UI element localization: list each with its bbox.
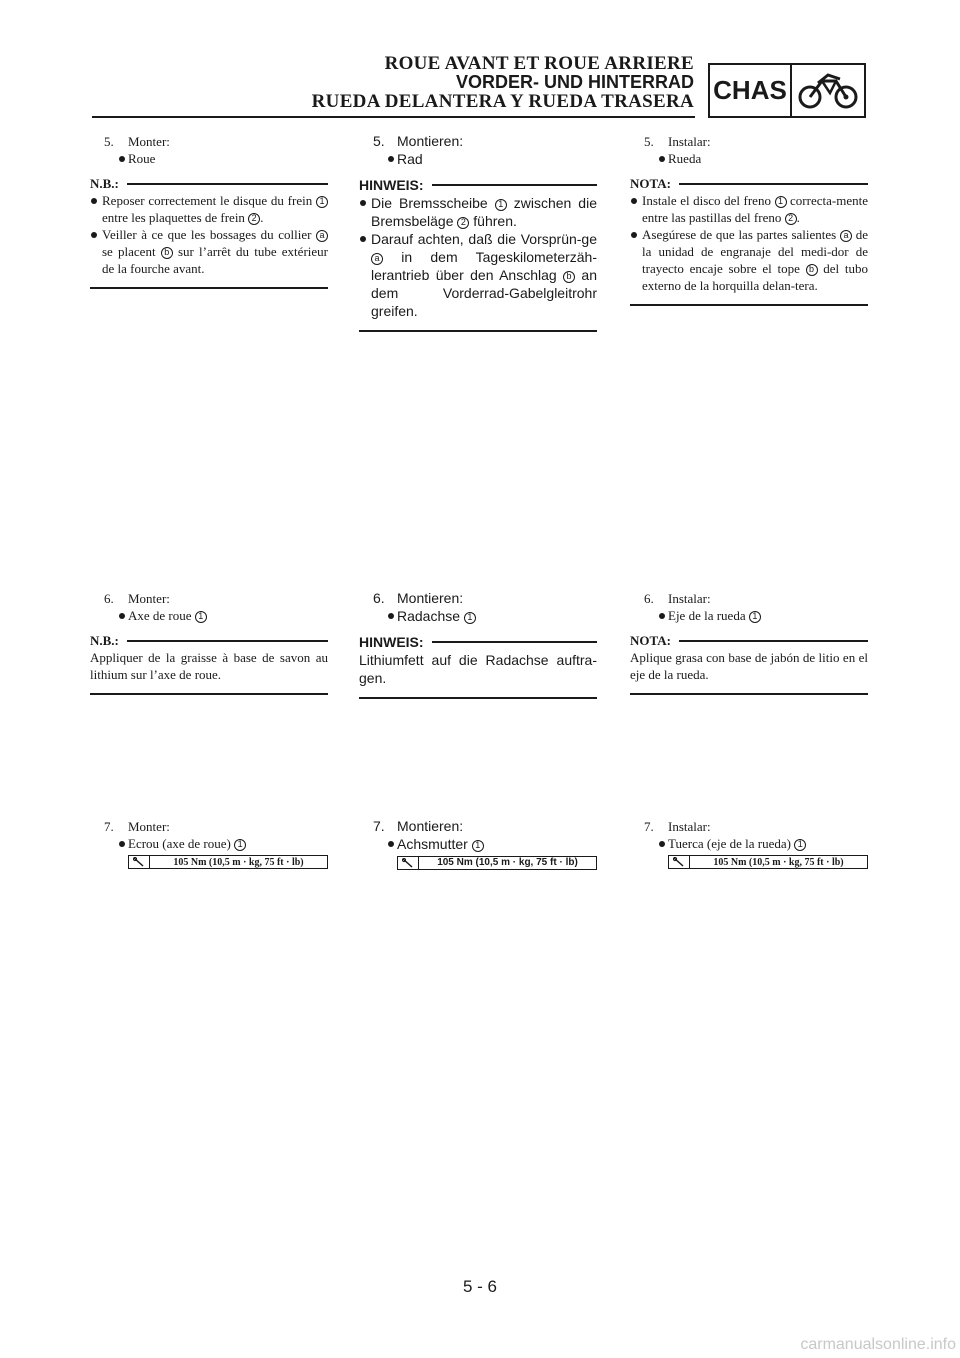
torque-spec [668, 855, 868, 869]
note-header: HINWEIS: [359, 633, 597, 651]
note-header: NOTA: [630, 632, 868, 649]
torque-value: 105 Nm (10,5 m · kg, 75 ft · lb) [437, 857, 578, 868]
german-step7: 7. Montieren: Achsmutter 1 105 Nm (10,5 m · kg, 75 ft · lb) [359, 817, 597, 870]
section-badge [708, 63, 866, 118]
note-end-rule [90, 287, 328, 289]
spanish-step6: 6. Instalar: Eje de la rueda 1 NOTA: Aplique grasa con base de jabón de litio en el eje de la rueda. [630, 590, 868, 695]
title-french: ROUE AVANT ET ROUE ARRIERE [384, 53, 694, 74]
torque-wrench-icon [669, 856, 690, 868]
note-end-rule [630, 304, 868, 306]
spanish-step5: 5. Instalar: Rueda NOTA: Instale el disco del freno 1 correcta-mente entre las pastillas del freno 2 . Asegúrese de que las partes salientes a de la unidad de engranaje del medi-dor de trayecto encaje sobre el tope b del tubo externo de la horquilla delan-tera. [630, 133, 868, 306]
torque-wrench-icon [398, 857, 419, 869]
spanish-step7: 7. Instalar: Tuerca (eje de la rueda) 1 105 Nm (10,5 m · kg, 75 ft · lb) [630, 818, 868, 869]
note-header: NOTA: [630, 175, 868, 192]
note-bullet: Darauf achten, daß die Vorsprün-ge a in dem Tageskilometerzäh-lerantrieb über den Anschlag b an dem Vorderrad-Gabelgleitrohr greifen. [359, 230, 597, 320]
step-item: Tuerca (eje de la rueda) 1 [630, 835, 868, 852]
step-item: Rueda [630, 150, 868, 167]
section-code: CHAS [710, 65, 792, 116]
step-item: Roue [90, 150, 328, 167]
german-step5: 5. Montieren: Rad HINWEIS: Die Bremsscheibe 1 zwischen die Bremsbeläge 2 führen. Darauf achten, daß die Vorsprün-ge a in dem Tageskilometerzäh-lerantrieb über den Anschlag b an dem Vorderrad-Gabelgleitrohr greifen. [359, 132, 597, 332]
step-verb: Montieren: [397, 590, 464, 606]
step-verb: Instalar: [668, 819, 711, 834]
step-item: Eje de la rueda 1 [630, 607, 868, 624]
note-bullet: Veiller à ce que les bossages du collier a se placent b sur l’arrêt du tube extérieur de la fourche avant. [90, 226, 328, 277]
note-end-rule [630, 693, 868, 695]
step-item: Achsmutter 1 [359, 835, 597, 853]
step-item: Radachse 1 [359, 607, 597, 625]
watermark: carmanualsonline.info [800, 1336, 956, 1353]
french-step7: 7. Monter: Ecrou (axe de roue) 1 105 Nm (10,5 m · kg, 75 ft · lb) [90, 818, 328, 869]
note-header: N.B.: [90, 632, 328, 649]
header-rule [92, 116, 695, 118]
note-text: Lithiumfett auf die Radachse auftra-gen. [359, 652, 597, 686]
torque-value: 105 Nm (10,5 m · kg, 75 ft · lb) [713, 856, 844, 868]
step-verb: Instalar: [668, 134, 711, 149]
title-german: VORDER- UND HINTERRAD [456, 72, 694, 92]
note-header: N.B.: [90, 175, 328, 192]
note-bullet: Die Bremsscheibe 1 zwischen die Bremsbeläge 2 führen. [359, 194, 597, 230]
step-item: Axe de roue 1 [90, 607, 328, 624]
note-bullet: Asegúrese de que las partes salientes a de la unidad de engranaje del medi-dor de trayecto encaje sobre el tope b del tubo externo de la horquilla delan-tera. [630, 226, 868, 294]
note-text: Aplique grasa con base de jabón de litio en el eje de la rueda. [630, 650, 868, 682]
torque-spec [128, 855, 328, 869]
step-verb: Monter: [128, 134, 170, 149]
step-verb: Montieren: [397, 818, 464, 834]
note-bullet: Reposer correctement le disque du frein 1 entre les plaquettes de frein 2 . [90, 192, 328, 226]
note-text: Appliquer de la graisse à base de savon au lithium sur l’axe de roue. [90, 650, 328, 682]
note-end-rule [90, 693, 328, 695]
note-bullet: Instale el disco del freno 1 correcta-mente entre las pastillas del freno 2 . [630, 192, 868, 226]
french-step5: 5. Monter: Roue N.B.: Reposer correctement le disque du frein 1 entre les plaquettes de frein 2 . Veiller à ce que les bossages du collier a se placent b sur l’arrêt du tube extérieur de la fourche avant. [90, 133, 328, 289]
motorcycle-icon [792, 65, 864, 116]
german-step6: 6. Montieren: Radachse 1 HINWEIS: Lithiumfett auf die Radachse auftra-gen. [359, 589, 597, 699]
torque-value: 105 Nm (10,5 m · kg, 75 ft · lb) [173, 856, 304, 868]
page-number: 5 - 6 [462, 1277, 498, 1296]
page-header-titles [312, 54, 694, 111]
title-spanish: RUEDA DELANTERA Y RUEDA TRASERA [311, 91, 694, 112]
note-header: HINWEIS: [359, 176, 597, 194]
step-verb: Instalar: [668, 591, 711, 606]
note-end-rule [359, 330, 597, 332]
torque-spec [397, 856, 597, 870]
step-verb: Monter: [128, 591, 170, 606]
step-verb: Monter: [128, 819, 170, 834]
step-verb: Montieren: [397, 133, 464, 149]
french-step6: 6. Monter: Axe de roue 1 N.B.: Appliquer de la graisse à base de savon au lithium sur l’axe de roue. [90, 590, 328, 695]
torque-wrench-icon [129, 856, 150, 868]
step-item: Ecrou (axe de roue) 1 [90, 835, 328, 852]
note-end-rule [359, 697, 597, 699]
step-item: Rad [359, 150, 597, 168]
